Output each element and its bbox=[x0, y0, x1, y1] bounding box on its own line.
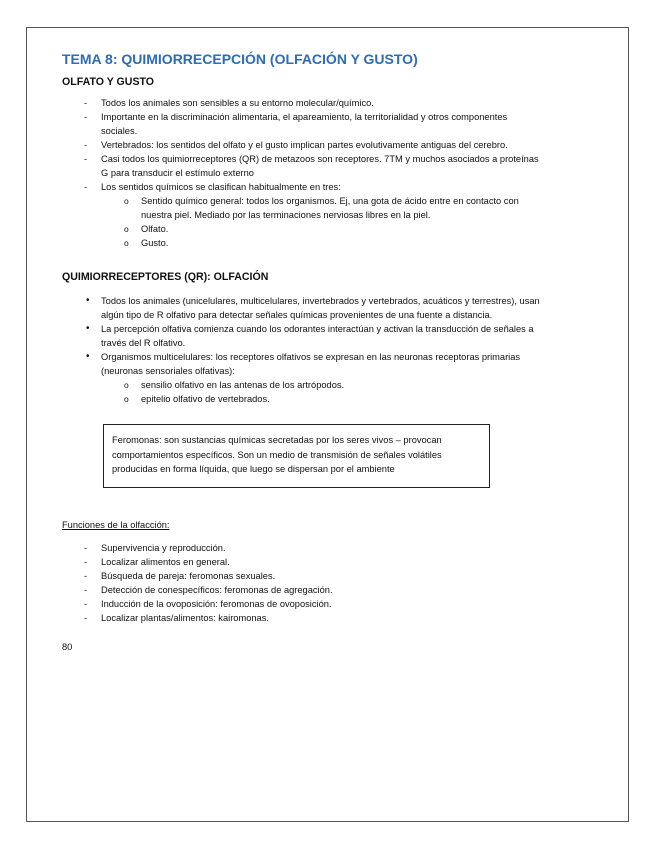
list-item: - Localizar alimentos en general. bbox=[62, 555, 542, 569]
functions-heading: Funciones de la olfacción: bbox=[62, 519, 170, 530]
list-item: • Todos los animales (unicelulares, multicelulares, invertebrados y vertebrados, acuáticos y terrestres), usan algún tipo de R olfativo para detectar señales químicas provenientes de una fuente a distancia. bbox=[62, 294, 542, 322]
page-number: 80 bbox=[62, 641, 73, 652]
section1-list bbox=[62, 96, 542, 194]
list-item: - Los sentidos químicos se clasifican habitualmente en tres: bbox=[62, 180, 542, 194]
section2-sublist bbox=[62, 378, 542, 406]
list-item: - Casi todos los quimiorreceptores (QR) de metazoos son receptores. 7TM y muchos asociados a proteínas G para transducir el estímulo externo bbox=[62, 152, 542, 180]
document-content bbox=[62, 50, 542, 654]
list-item: - Todos los animales son sensibles a su entorno molecular/químico. bbox=[62, 96, 542, 110]
sublist-item: o Sentido químico general: todos los organismos. Ej, una gota de ácido entre en contacto con nuestra piel. Mediado por las terminaciones nerviosas libres en la piel. bbox=[62, 194, 542, 222]
list-item: • Organismos multicelulares: los receptores olfativos se expresan en las neuronas receptoras primarias (neuronas sensoriales olfativas): bbox=[62, 350, 542, 378]
section-heading-quimiorreceptores: QUIMIORRECEPTORES (QR): OLFACIÓN bbox=[62, 271, 269, 283]
list-item: - Supervivencia y reproducción. bbox=[62, 541, 542, 555]
list-item: • La percepción olfativa comienza cuando los odorantes interactúan y activan la transducción de señales a través del R olfativo. bbox=[62, 322, 542, 350]
pheromone-note-box: Feromonas: son sustancias químicas secretadas por los seres vivos – provocan comportamientos específicos. Son un medio de transmisión de señales volátiles producidas en forma líquida, que luego se dispersan por el ambiente bbox=[103, 424, 490, 488]
section-heading-olfato-gusto: OLFATO Y GUSTO bbox=[62, 76, 155, 88]
functions-list bbox=[62, 541, 542, 625]
sublist-item: o Gusto. bbox=[62, 236, 542, 250]
section1-sublist bbox=[62, 194, 542, 250]
list-item: - Detección de conespecíficos: feromonas de agregación. bbox=[62, 583, 542, 597]
section2-list bbox=[62, 294, 542, 378]
sublist-item: o epitelio olfativo de vertebrados. bbox=[62, 392, 542, 406]
list-item: - Vertebrados: los sentidos del olfato y el gusto implican partes evolutivamente antiguas del cerebro. bbox=[62, 138, 542, 152]
sublist-item: o Olfato. bbox=[62, 222, 542, 236]
list-item: - Inducción de la ovoposición: feromonas de ovoposición. bbox=[62, 597, 542, 611]
list-item: - Importante en la discriminación alimentaria, el apareamiento, la territorialidad y otros componentes sociales. bbox=[62, 110, 542, 138]
sublist-item: o sensilio olfativo en las antenas de los artrópodos. bbox=[62, 378, 542, 392]
page-title: TEMA 8: QUIMIORRECEPCIÓN (OLFACIÓN Y GUSTO) bbox=[62, 51, 418, 67]
list-item: - Búsqueda de pareja: feromonas sexuales. bbox=[62, 569, 542, 583]
list-item: - Localizar plantas/alimentos: kairomonas. bbox=[62, 611, 542, 625]
